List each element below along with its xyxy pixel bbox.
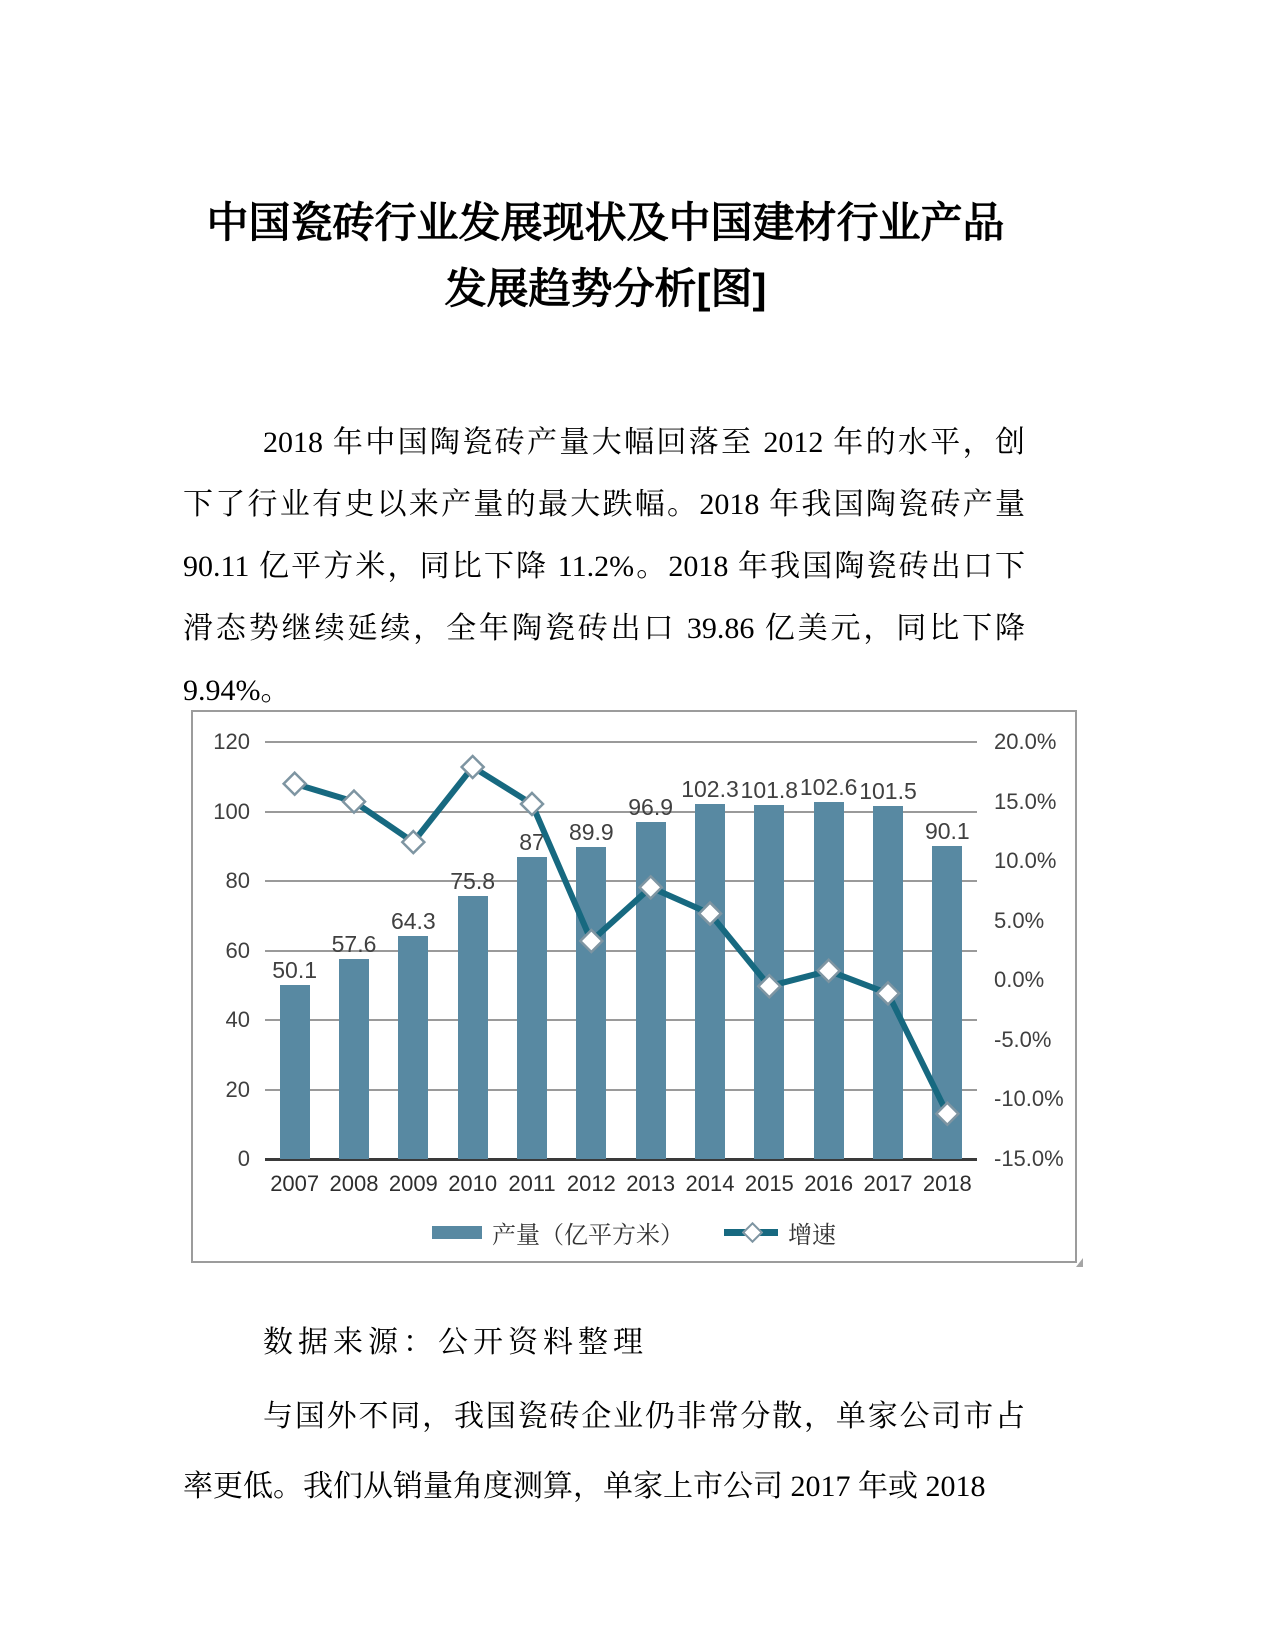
chart-legend — [193, 1215, 1075, 1250]
page-title-line-2: 发展趋势分析[图] — [444, 265, 767, 312]
bar-data-label: 87 — [519, 828, 545, 855]
body-line: 2018 年中国陶瓷砖产量大幅回落至 2012 年的水平，创 — [263, 426, 1025, 459]
body-line: 90.11 亿平方米，同比下降 11.2%。2018 年我国陶瓷砖出口下 — [183, 550, 1025, 583]
right-axis-tick-label: -5.0% — [994, 1026, 1052, 1052]
bar-swatch-icon — [432, 1226, 482, 1239]
diamond-marker — [284, 773, 306, 795]
growth-line — [295, 767, 948, 1114]
x-axis-tick-label: 2012 — [566, 1171, 616, 1196]
x-axis-tick-label: 2015 — [744, 1171, 794, 1196]
bar-data-label: 102.3 — [681, 775, 739, 802]
diamond-marker — [936, 1103, 958, 1125]
left-axis-tick-label: 0 — [237, 1146, 250, 1171]
source-note: 数据来源：公开资料整理 — [263, 1326, 648, 1359]
legend-item-growth — [724, 1215, 836, 1250]
left-axis-tick-label: 100 — [213, 798, 250, 824]
source-note-block — [183, 1312, 1025, 1374]
x-axis-tick-label: 2013 — [626, 1171, 676, 1196]
x-axis-tick-label: 2007 — [270, 1171, 320, 1196]
page-title-line-1: 中国瓷砖行业发展现状及中国建材行业产品 — [206, 199, 1005, 246]
paragraph-1 — [183, 412, 1025, 722]
body-line: 滑态势继续延续，全年陶瓷砖出口 39.86 亿美元，同比下降 — [183, 612, 1025, 645]
growth-line-layer — [265, 742, 977, 1159]
bar-data-label: 102.6 — [799, 774, 858, 801]
bar-data-label: 89.9 — [568, 818, 614, 845]
x-axis-tick-label: 2008 — [329, 1171, 379, 1196]
x-axis-tick-label: 2010 — [448, 1171, 498, 1196]
bar-data-label: 57.6 — [331, 930, 377, 957]
body-line: 9.94%。 — [183, 674, 291, 707]
right-axis-tick-label: -10.0% — [994, 1086, 1064, 1112]
bar-data-label: 101.5 — [859, 778, 917, 805]
right-axis-tick-label: 15.0% — [994, 788, 1057, 814]
right-axis-tick-label: 5.0% — [994, 907, 1045, 933]
left-axis-tick-label: 60 — [225, 937, 250, 963]
bar-data-label: 75.8 — [450, 867, 496, 894]
page-title — [183, 190, 1028, 322]
bar-data-label: 64.3 — [390, 907, 436, 934]
right-axis-tick-label: -15.0% — [994, 1146, 1064, 1171]
legend-label: 产量（亿平方米） — [492, 1222, 684, 1249]
bar-data-label: 96.9 — [628, 794, 674, 821]
body-line: 率更低。我们从销量角度测算，单家上市公司 2017 年或 2018 — [183, 1470, 986, 1503]
right-axis-tick-label: 10.0% — [994, 848, 1057, 874]
x-axis-tick-label: 2014 — [685, 1171, 735, 1196]
diamond-icon — [742, 1222, 763, 1243]
bar-data-label: 101.8 — [740, 777, 799, 804]
chart-anchor-icon — [1076, 1258, 1083, 1267]
bar-data-label: 90.1 — [924, 817, 970, 844]
left-axis-tick-label: 80 — [225, 868, 250, 893]
paragraph-2 — [183, 1382, 1025, 1522]
x-axis-tick-label: 2018 — [922, 1171, 972, 1196]
right-axis-tick-label: 20.0% — [994, 729, 1057, 754]
left-axis-tick-label: 120 — [213, 729, 250, 754]
body-line: 下了行业有史以来产量的最大跌幅。2018 年我国陶瓷砖产量 — [183, 488, 1025, 521]
line-swatch-icon — [724, 1229, 778, 1236]
left-axis-tick-label: 40 — [225, 1007, 250, 1032]
x-axis-tick-label: 2011 — [508, 1171, 556, 1196]
diamond-marker — [818, 960, 840, 982]
legend-item-production — [432, 1215, 684, 1250]
chart-figure[interactable] — [191, 710, 1077, 1263]
x-axis-tick-label: 2017 — [863, 1171, 913, 1196]
x-axis-tick-label: 2009 — [388, 1171, 438, 1196]
diamond-marker — [877, 982, 899, 1004]
bar-data-label: 50.1 — [272, 956, 318, 983]
body-line: 与国外不同，我国瓷砖企业仍非常分散，单家公司市占 — [263, 1400, 1025, 1433]
right-axis-tick-label: 0.0% — [994, 967, 1045, 993]
x-axis-tick-label: 2016 — [804, 1171, 854, 1196]
left-axis-tick-label: 20 — [225, 1076, 250, 1102]
legend-label: 增速 — [788, 1222, 836, 1249]
